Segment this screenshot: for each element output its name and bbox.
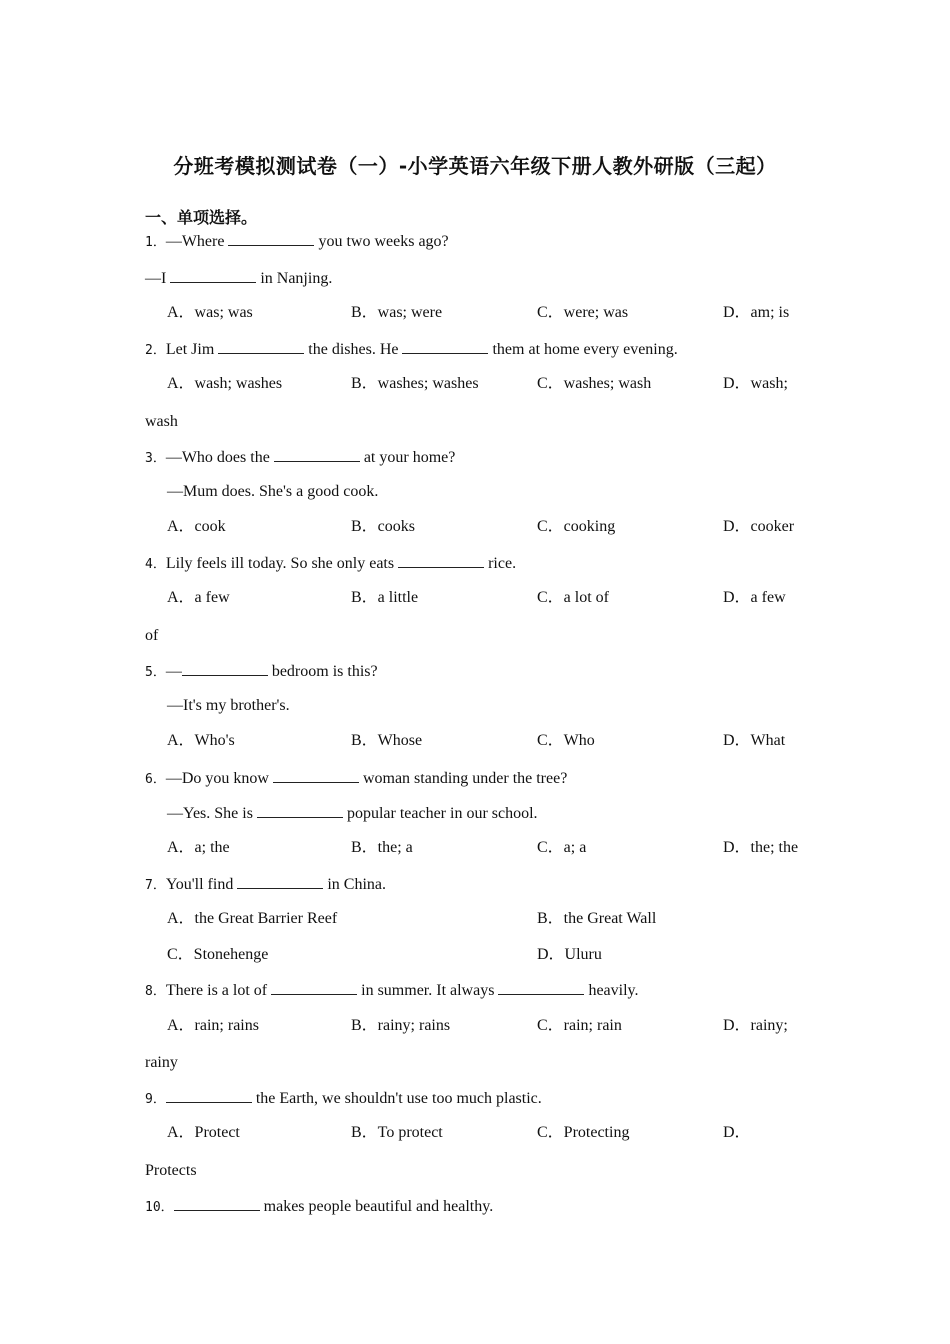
option-c: C．cooking <box>537 518 616 535</box>
option-a: A．cook <box>167 518 226 535</box>
question-number: 1． <box>145 235 166 250</box>
question-7: 7．You'll find in China. <box>145 876 386 893</box>
question-2: 2．Let Jim the dishes. He them at home every evening. <box>145 341 678 358</box>
option-b: B．a little <box>351 589 419 606</box>
question-number: 9． <box>145 1092 166 1107</box>
option-a: A．rain; rains <box>167 1017 259 1034</box>
question-5-line-2: —It's my brother's. <box>167 697 290 714</box>
question-6: 6．—Do you know woman standing under the tree? <box>145 770 568 787</box>
answer-blank <box>228 231 314 246</box>
option-b: B．the; a <box>351 839 413 856</box>
answer-blank <box>182 661 268 676</box>
option-b: B．washes; washes <box>351 375 479 392</box>
answer-blank <box>237 874 323 889</box>
option-c: C．a lot of <box>537 589 609 606</box>
question-5: 5．— bedroom is this? <box>145 663 378 680</box>
question-10: 10． makes people beautiful and healthy. <box>145 1198 494 1215</box>
option-b: B．To protect <box>351 1124 443 1141</box>
option-b: B．Whose <box>351 732 423 749</box>
option-c: C．washes; wash <box>537 375 652 392</box>
question-4: 4．Lily feels ill today. So she only eats rice. <box>145 555 517 572</box>
question-6-line-2: —Yes. She is popular teacher in our school. <box>167 805 538 822</box>
option-b: B．the Great Wall <box>537 910 657 927</box>
option-d: D．What <box>723 732 786 749</box>
question-1: 1．—Where you two weeks ago? <box>145 233 449 250</box>
question-number: 6． <box>145 772 166 787</box>
option-d-wrap: rainy <box>145 1054 178 1071</box>
question-3-line-2: —Mum does. She's a good cook. <box>167 483 379 500</box>
option-a: A．Who's <box>167 732 235 749</box>
option-d-wrap: wash <box>145 413 178 430</box>
option-d: D．a few <box>723 589 786 606</box>
answer-blank <box>218 339 304 354</box>
answer-blank <box>166 1088 252 1103</box>
option-c: C．Stonehenge <box>167 946 269 963</box>
option-d: D．rainy; <box>723 1017 788 1034</box>
question-number: 7． <box>145 878 166 893</box>
option-d-wrap: of <box>145 627 159 644</box>
question-9: 9． the Earth, we shouldn't use too much plastic. <box>145 1090 542 1107</box>
option-d: D．the; the <box>723 839 799 856</box>
option-b: B．rainy; rains <box>351 1017 451 1034</box>
option-d: D． <box>723 1124 751 1141</box>
answer-blank <box>170 268 256 283</box>
question-1-line-2: —I in Nanjing. <box>145 270 333 287</box>
option-b: B．was; were <box>351 304 443 321</box>
option-d-wrap: Protects <box>145 1162 197 1179</box>
option-a: A．wash; washes <box>167 375 283 392</box>
option-c: C．Who <box>537 732 595 749</box>
option-c: C．were; was <box>537 304 629 321</box>
section-heading: 一、单项选择。 <box>145 208 258 227</box>
answer-blank <box>273 768 359 783</box>
question-3: 3．—Who does the at your home? <box>145 449 456 466</box>
option-a: A．was; was <box>167 304 253 321</box>
answer-blank <box>402 339 488 354</box>
page-title: 分班考模拟测试卷（一）-小学英语六年级下册人教外研版（三起） <box>173 154 777 178</box>
question-number: 3． <box>145 451 166 466</box>
answer-blank <box>271 980 357 995</box>
option-a: A．the Great Barrier Reef <box>167 910 338 927</box>
option-a: A．a few <box>167 589 230 606</box>
option-d: D．Uluru <box>537 946 602 963</box>
question-number: 4． <box>145 557 166 572</box>
option-c: C．rain; rain <box>537 1017 622 1034</box>
answer-blank <box>174 1196 260 1211</box>
answer-blank <box>274 447 360 462</box>
answer-blank <box>498 980 584 995</box>
question-number: 2． <box>145 343 166 358</box>
option-d: D．cooker <box>723 518 795 535</box>
answer-blank <box>257 803 343 818</box>
question-number: 10． <box>145 1200 174 1215</box>
option-c: C．a; a <box>537 839 587 856</box>
question-8: 8．There is a lot of in summer. It always heavily. <box>145 982 639 999</box>
option-a: A．a; the <box>167 839 230 856</box>
option-d: D．wash; <box>723 375 788 392</box>
option-c: C．Protecting <box>537 1124 630 1141</box>
answer-blank <box>398 553 484 568</box>
option-b: B．cooks <box>351 518 416 535</box>
option-a: A．Protect <box>167 1124 240 1141</box>
option-d: D．am; is <box>723 304 790 321</box>
question-number: 8． <box>145 984 166 999</box>
question-number: 5． <box>145 665 166 680</box>
